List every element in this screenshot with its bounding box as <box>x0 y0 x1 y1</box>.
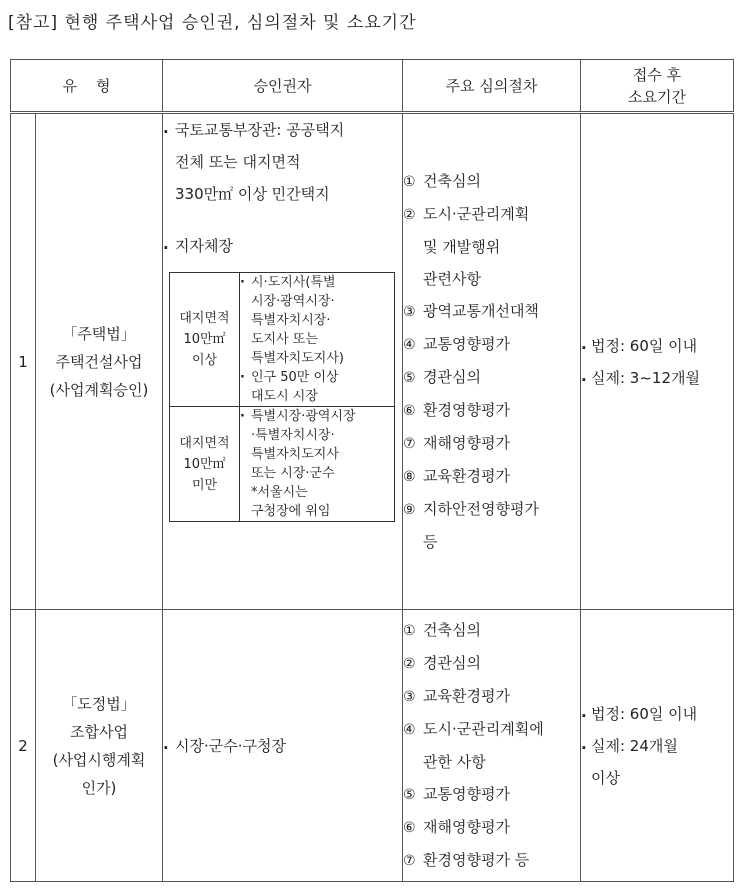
procedure-number: ① <box>403 174 416 190</box>
procedure-item <box>403 460 580 493</box>
area-line: 이상 <box>191 353 218 368</box>
procedure-number: ④ <box>403 337 416 353</box>
duration-continuation: 이상 <box>591 768 620 787</box>
procedure-item <box>403 198 580 231</box>
area-line: 10만㎡ <box>183 456 226 472</box>
procedure-continuation: 관한 사항 <box>423 753 486 771</box>
area-authority-item: · 시·도지사(특별 <box>240 273 394 292</box>
procedure-number: ② <box>403 207 416 223</box>
approval-table <box>10 59 734 882</box>
area-authority-item: 특별자치도지사) <box>251 351 344 366</box>
area-authority-item: ·특별자치시장· <box>251 428 335 443</box>
procedure-item <box>403 361 580 394</box>
area-condition <box>170 273 240 407</box>
area-authority-item: 구청장에 위임 <box>251 504 331 519</box>
area-authority-item: *서울시는 <box>251 485 308 500</box>
row-number: 1 <box>11 113 36 610</box>
area-authority-item: 또는 시장·군수 <box>251 466 335 481</box>
area-row <box>170 273 395 407</box>
type-line: 「주택법」 <box>62 324 136 343</box>
row-duration <box>581 610 734 882</box>
procedure-item <box>403 493 580 526</box>
duration-item: · 실제: 24개월 <box>581 730 733 762</box>
duration-item: · 법정: 60일 이내 <box>581 330 733 362</box>
procedure-text: 환경영향평가 <box>423 401 510 419</box>
procedure-text: 교통영향평가 <box>423 785 510 803</box>
procedure-text: 환경영향평가 등 <box>423 851 530 869</box>
area-line: 대지면적 <box>179 311 230 326</box>
row-type <box>36 113 163 610</box>
procedure-text: 광역교통개선대책 <box>423 302 539 320</box>
procedure-item <box>403 680 580 713</box>
procedure-number: ⑥ <box>403 403 416 419</box>
row-duration <box>581 113 734 610</box>
type-line: (사업계획승인) <box>49 380 149 399</box>
area-authority-item: · 인구 50만 이상 <box>240 368 394 387</box>
procedure-text: 도시·군관리계획 <box>423 205 530 223</box>
procedure-text: 도시·군관리계획에 <box>423 720 544 738</box>
area-authority-item: 특별자치도지사 <box>251 447 339 462</box>
ministry-line: 전체 또는 대지면적 <box>175 153 301 171</box>
type-line: (사업시행계획 <box>52 750 146 769</box>
procedure-continuation: 등 <box>423 533 438 551</box>
procedure-item <box>403 778 580 811</box>
type-line: 「도정법」 <box>62 694 136 713</box>
procedure-number: ⑤ <box>403 370 416 386</box>
procedure-item <box>403 647 580 680</box>
procedure-continuation: 관련사항 <box>423 270 481 288</box>
area-line: 10만㎡ <box>183 332 226 347</box>
procedure-item <box>403 328 580 361</box>
procedure-text: 건축심의 <box>423 172 481 190</box>
procedure-number: ⑦ <box>403 436 416 452</box>
row-authority <box>163 113 403 610</box>
procedure-text: 지하안전영향평가 <box>423 500 539 518</box>
procedure-item <box>403 713 580 746</box>
procedure-text: 교통영향평가 <box>423 335 510 353</box>
area-authority-item: 특별자치시장· <box>251 313 331 328</box>
procedure-item <box>403 427 580 460</box>
procedure-number: ⑦ <box>403 853 416 869</box>
header-procedure: 주요 심의절차 <box>403 60 581 113</box>
procedure-text: 경관심의 <box>423 654 481 672</box>
procedure-item <box>403 811 580 844</box>
procedure-number: ① <box>403 623 416 639</box>
procedure-item <box>403 165 580 198</box>
procedure-item <box>403 295 580 328</box>
procedure-number: ⑧ <box>403 469 416 485</box>
procedure-number: ③ <box>403 304 416 320</box>
ministry-line: 330만㎡ 이상 민간택지 <box>175 185 330 203</box>
area-authority-item: 도지사 또는 <box>251 332 318 347</box>
header-authority: 승인권자 <box>163 60 403 113</box>
area-row <box>170 407 395 522</box>
area-authority-item: 시장·광역시장· <box>251 294 335 309</box>
table-row-1 <box>11 113 734 610</box>
procedure-continuation: 및 개발행위 <box>423 238 501 256</box>
procedure-number: ⑥ <box>403 820 416 836</box>
procedure-number: ⑤ <box>403 787 416 803</box>
type-line: 조합사업 <box>70 722 128 741</box>
duration-item: · 실제: 3~12개월 <box>581 362 733 394</box>
procedure-item <box>403 394 580 427</box>
procedure-item <box>403 844 580 877</box>
procedure-number: ③ <box>403 689 416 705</box>
header-duration <box>581 60 734 113</box>
row-authority <box>163 610 403 882</box>
procedure-number: ④ <box>403 722 416 738</box>
page-title: [참고] 현행 주택사업 승인권, 심의절차 및 소요기간 <box>8 13 417 33</box>
procedure-item <box>403 614 580 647</box>
area-line: 미만 <box>191 477 218 493</box>
procedure-text: 재해영향평가 <box>423 818 510 836</box>
row-number: 2 <box>11 610 36 882</box>
area-authority-list <box>240 273 395 407</box>
row-procedures <box>403 113 581 610</box>
header-duration-line1: 접수 후 <box>632 65 682 84</box>
header-duration-line2: 소요기간 <box>628 87 686 106</box>
row-procedures <box>403 610 581 882</box>
duration-item: · 법정: 60일 이내 <box>581 698 733 730</box>
row-type <box>36 610 163 882</box>
local-gov-label: · 지자체장 <box>163 230 402 262</box>
header-type: 유 형 <box>11 60 163 113</box>
authority-item: · 시장·군수·구청장 <box>163 730 402 762</box>
procedure-text: 건축심의 <box>423 621 481 639</box>
procedure-text: 교육환경평가 <box>423 467 510 485</box>
procedure-number: ⑨ <box>403 502 416 518</box>
procedure-text: 경관심의 <box>423 368 481 386</box>
type-line: 인가) <box>81 778 117 797</box>
area-authority-item: · 특별시장·광역시장 <box>240 407 394 426</box>
area-authority-list <box>240 407 395 522</box>
area-subtable <box>169 272 395 522</box>
procedure-number: ② <box>403 656 416 672</box>
header-row <box>11 60 734 113</box>
area-condition <box>170 407 240 522</box>
ministry-line: · 국토교통부장관: 공공택지 <box>163 114 402 146</box>
table-row-2 <box>11 610 734 882</box>
procedure-text: 교육환경평가 <box>423 687 510 705</box>
area-authority-item: 대도시 시장 <box>251 389 318 404</box>
procedure-text: 재해영향평가 <box>423 434 510 452</box>
type-line: 주택건설사업 <box>55 352 143 371</box>
area-line: 대지면적 <box>179 435 230 451</box>
